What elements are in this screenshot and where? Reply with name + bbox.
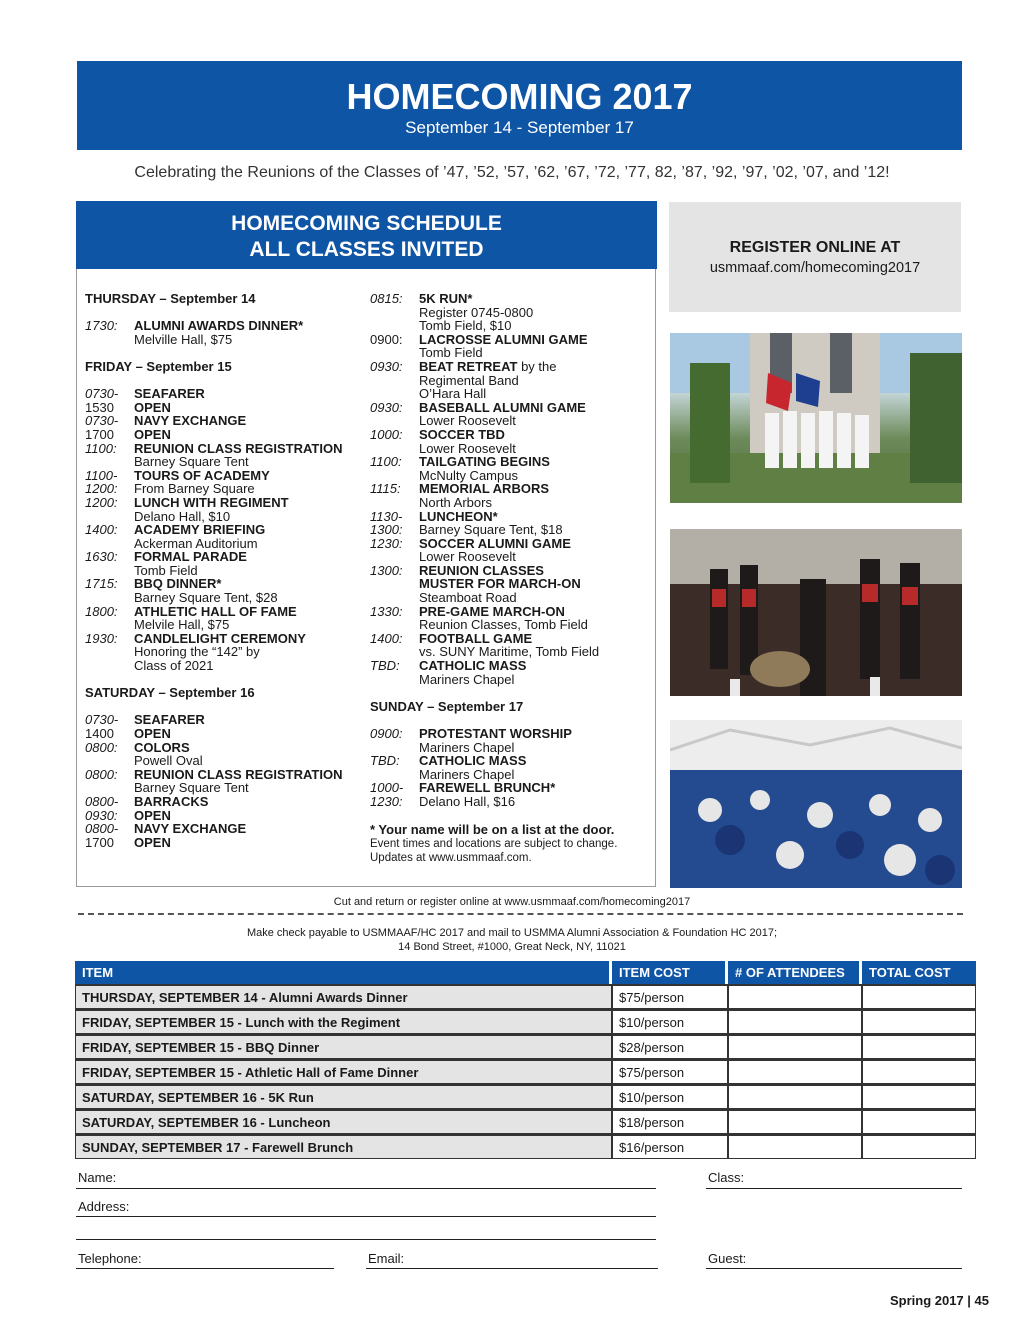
- event-name: [134, 605, 370, 619]
- event-name: [134, 523, 370, 537]
- updates-note: Updates at www.usmmaaf.com.: [370, 852, 532, 865]
- event-name-text: BASEBALL ALUMNI GAME: [419, 399, 586, 415]
- total-cost-input[interactable]: [862, 1009, 976, 1034]
- event-detail: Barney Square Tent, $28: [134, 590, 278, 606]
- event-name-text: REUNION CLASSES: [419, 562, 544, 578]
- event-name-text: NAVY EXCHANGE: [134, 821, 247, 837]
- schedule-event: [85, 523, 370, 550]
- event-name: [134, 414, 370, 428]
- event-time: 0900:: [370, 726, 403, 741]
- event-name: [419, 564, 655, 578]
- event-name: [419, 333, 655, 347]
- event-name: [134, 442, 370, 456]
- event-time: 1130-: [370, 508, 403, 524]
- event-detail: Barney Square Tent: [134, 780, 249, 796]
- schedule-event: [85, 482, 370, 496]
- event-detail: Powell Oval: [134, 753, 203, 769]
- schedule-event: [85, 496, 370, 523]
- change-note: Event times and locations are subject to change.: [370, 838, 618, 851]
- event-name: [134, 822, 370, 836]
- page-title: HOMECOMING 2017: [346, 76, 693, 117]
- event-time: 0730-: [85, 712, 119, 728]
- event-name: [134, 713, 370, 727]
- schedule-column-left: [85, 292, 370, 849]
- event-detail: Melville Hall, $75: [134, 331, 233, 347]
- telephone-label: Telephone:: [78, 1251, 142, 1266]
- reunion-classes-line: Celebrating the Reunions of the Classes of ’47, ’52, ’57, ’62, ’67, ’72, ’77, 82, ’87, ’92, ’97, ’02, ’07, and ’12!: [134, 164, 890, 181]
- event-name-text: MUSTER FOR MARCH-ON: [419, 576, 581, 592]
- event-detail: Delano Hall, $10: [134, 508, 231, 524]
- name-field[interactable]: [76, 1188, 656, 1189]
- event-time: 1100:: [370, 454, 402, 470]
- event-detail: Tomb Field, $10: [419, 318, 512, 334]
- schedule-event: [370, 401, 655, 428]
- event-name-text: REUNION CLASS REGISTRATION: [134, 440, 343, 456]
- event-time: 0800:: [85, 739, 118, 755]
- event-name-extra: by the: [517, 358, 557, 374]
- order-item-cost: $18/person: [612, 1109, 728, 1134]
- cut-and-return-text: Cut and return or register online at www.usmmaaf.com/homecoming2017: [333, 896, 691, 908]
- event-name-text: CATHOLIC MASS: [419, 753, 527, 769]
- event-detail: From Barney Square: [134, 481, 255, 497]
- total-cost-input[interactable]: [862, 984, 976, 1009]
- total-cost-input[interactable]: [862, 1084, 976, 1109]
- event-time: 1400:: [370, 630, 403, 646]
- sunday-events: [370, 727, 655, 809]
- header-item-cost: ITEM COST: [612, 961, 728, 984]
- event-time: 1300:: [370, 562, 403, 578]
- event-detail: Mariners Chapel: [419, 671, 515, 687]
- event-time: 0900:: [370, 331, 403, 347]
- event-time: 1200:: [85, 481, 118, 497]
- event-time: 1100:: [85, 440, 117, 456]
- schedule-event: [370, 659, 655, 686]
- friday-events: [85, 387, 370, 672]
- event-detail: Lower Roosevelt: [419, 413, 516, 429]
- table-row: [75, 1109, 976, 1134]
- event-name-text: FAREWELL BRUNCH*: [419, 780, 556, 796]
- event-name-text: REUNION CLASS REGISTRATION: [134, 766, 343, 782]
- event-name: [419, 428, 655, 442]
- order-item: SUNDAY, SEPTEMBER 17 - Farewell Brunch: [75, 1134, 612, 1159]
- event-name: [419, 727, 655, 741]
- event-time: 1400:: [85, 522, 118, 538]
- order-item: FRIDAY, SEPTEMBER 15 - Lunch with the Regiment: [75, 1009, 612, 1034]
- attendees-input[interactable]: [728, 1084, 862, 1109]
- address-field-line-2[interactable]: [76, 1239, 656, 1240]
- header-attendees: # OF ATTENDEES: [728, 961, 862, 984]
- event-name-text: BEAT RETREAT: [419, 358, 518, 374]
- day-heading-sunday: SUNDAY – September 17: [370, 698, 524, 714]
- event-name-text: TOURS OF ACADEMY: [134, 467, 270, 483]
- mailing-address-text: 14 Bond Street, #1000, Great Neck, NY, 11021: [398, 941, 626, 953]
- event-name-text: OPEN: [134, 807, 171, 823]
- event-time: 1630:: [85, 549, 118, 565]
- event-detail: Honoring the “142” by: [134, 644, 260, 660]
- event-detail: Melvile Hall, $75: [134, 617, 230, 633]
- schedule-event: [370, 523, 655, 537]
- event-time: 0930:: [370, 358, 403, 374]
- header-item: ITEM: [75, 961, 612, 984]
- schedule-event: [85, 836, 370, 850]
- email-field[interactable]: [366, 1268, 658, 1269]
- event-time: 1200:: [85, 494, 118, 510]
- schedule-event: [370, 428, 655, 455]
- schedule-column-right: [370, 292, 655, 865]
- order-table: [75, 961, 976, 1159]
- page-footer: Spring 2017 | 45: [889, 1293, 989, 1308]
- register-heading: REGISTER ONLINE AT: [729, 239, 901, 256]
- schedule-event: [370, 455, 655, 482]
- attendees-input[interactable]: [728, 1059, 862, 1084]
- event-name: [134, 319, 370, 333]
- event-time: 1330:: [370, 603, 403, 619]
- saturday-events-right: [370, 292, 655, 686]
- schedule-event: [85, 822, 370, 836]
- schedule-header: [76, 201, 657, 269]
- event-name-text: COLORS: [134, 739, 190, 755]
- schedule-event: [85, 741, 370, 768]
- event-time: TBD:: [370, 658, 400, 674]
- event-detail: Mariners Chapel: [419, 739, 515, 755]
- event-time: TBD:: [370, 753, 400, 769]
- order-item: FRIDAY, SEPTEMBER 15 - BBQ Dinner: [75, 1034, 612, 1059]
- schedule-event: [85, 577, 370, 604]
- event-time: 1715:: [85, 576, 118, 592]
- schedule-event: [85, 809, 370, 823]
- event-detail: Ackerman Auditorium: [134, 535, 258, 551]
- day-heading-saturday: SATURDAY – September 16: [85, 685, 255, 701]
- event-name: [419, 659, 655, 673]
- event-detail: Mariners Chapel: [419, 766, 515, 782]
- schedule-event: [85, 795, 370, 809]
- saturday-events-left: [85, 713, 370, 849]
- email-label: Email:: [368, 1251, 405, 1266]
- event-dates: September 14 - September 17: [405, 118, 634, 137]
- class-label: Class:: [708, 1170, 745, 1185]
- event-time: 1000-: [370, 780, 404, 796]
- order-item: FRIDAY, SEPTEMBER 15 - Athletic Hall of Fame Dinner: [75, 1059, 612, 1084]
- event-name: [419, 605, 655, 619]
- total-cost-input[interactable]: [862, 1034, 976, 1059]
- event-detail: Barney Square Tent, $18: [419, 522, 563, 538]
- event-name-text: PRE-GAME MARCH-ON: [419, 603, 565, 619]
- event-name: [134, 809, 370, 823]
- event-name: [134, 836, 370, 850]
- schedule-event: [370, 781, 655, 795]
- schedule-event: [85, 768, 370, 795]
- event-time: 0730-: [85, 386, 119, 402]
- event-name: [419, 360, 655, 374]
- schedule-event: [85, 442, 370, 469]
- event-name-text: BARRACKS: [134, 793, 209, 809]
- event-name: [134, 428, 370, 442]
- event-time: 1230:: [370, 793, 403, 809]
- event-name: [134, 496, 370, 510]
- schedule-event: [370, 510, 655, 524]
- event-time: 0800-: [85, 821, 119, 837]
- event-time: 1930:: [85, 630, 118, 646]
- event-name: [419, 482, 655, 496]
- telephone-field[interactable]: [76, 1268, 334, 1269]
- event-time: 1700: [85, 426, 114, 442]
- event-detail: Lower Roosevelt: [419, 549, 516, 565]
- event-name-text: LACROSSE ALUMNI GAME: [419, 331, 588, 347]
- event-name-text: OPEN: [134, 834, 171, 850]
- schedule-event: [85, 727, 370, 741]
- header-total-cost: TOTAL COST: [862, 961, 976, 984]
- order-item-cost: $16/person: [612, 1134, 728, 1159]
- table-row: [75, 984, 976, 1009]
- event-detail: Reunion Classes, Tomb Field: [419, 617, 588, 633]
- table-row: [75, 1134, 976, 1159]
- check-payable-text: Make check payable to USMMAAF/HC 2017 and mail to USMMA Alumni Association & Foundation HC 2017;: [246, 927, 778, 939]
- event-time: 1700: [85, 834, 114, 850]
- event-time: 1100-: [85, 467, 118, 483]
- total-cost-input[interactable]: [862, 1134, 976, 1159]
- event-name: [419, 510, 655, 524]
- event-detail: Regimental Band: [419, 372, 519, 388]
- schedule-event: [85, 401, 370, 415]
- schedule-event: [370, 360, 655, 401]
- event-time: 1400: [85, 726, 114, 741]
- event-name: [419, 455, 655, 469]
- order-item-cost: $28/person: [612, 1034, 728, 1059]
- photo-color-guard: [670, 333, 962, 503]
- event-name: [134, 632, 370, 646]
- attendees-input[interactable]: [728, 1134, 862, 1159]
- event-name-text: ALUMNI AWARDS DINNER*: [134, 318, 304, 334]
- event-name: [134, 401, 370, 415]
- schedule-event: [370, 754, 655, 781]
- schedule-event: [370, 292, 655, 333]
- event-time: 1730:: [85, 318, 118, 334]
- thursday-events: [85, 319, 370, 346]
- schedule-event: [370, 795, 655, 809]
- event-detail: O’Hara Hall: [419, 386, 487, 402]
- order-item-cost: $10/person: [612, 1084, 728, 1109]
- schedule-event: [370, 537, 655, 564]
- event-name-text: OPEN: [134, 399, 171, 415]
- event-name-text: SEAFARER: [134, 712, 205, 728]
- attendees-input[interactable]: [728, 1034, 862, 1059]
- address-field[interactable]: [76, 1216, 656, 1217]
- event-time: 0730-: [85, 413, 119, 429]
- event-name: [419, 754, 655, 768]
- table-row: [75, 1034, 976, 1059]
- attendees-input[interactable]: [728, 1009, 862, 1034]
- event-time: 1000:: [370, 426, 403, 442]
- order-item-cost: $75/person: [612, 1059, 728, 1084]
- guest-field[interactable]: [706, 1268, 962, 1269]
- guest-label: Guest:: [708, 1251, 747, 1266]
- schedule-event: [85, 605, 370, 632]
- event-name-text: SEAFARER: [134, 386, 205, 402]
- schedule-event: [370, 333, 655, 360]
- event-name: [419, 537, 655, 551]
- event-name-text: ATHLETIC HALL OF FAME: [134, 603, 297, 619]
- event-name-text: CATHOLIC MASS: [419, 658, 527, 674]
- event-name-text: 5K RUN*: [419, 291, 473, 306]
- list-note: * Your name will be on a list at the door.: [370, 822, 615, 838]
- event-name-text: LUNCHEON*: [419, 508, 498, 524]
- event-name-text: ACADEMY BRIEFING: [134, 522, 266, 538]
- schedule-title: HOMECOMING SCHEDULE: [231, 212, 502, 235]
- event-name-text: SOCCER ALUMNI GAME: [419, 535, 571, 551]
- schedule-event: [85, 387, 370, 401]
- event-name: [134, 387, 370, 401]
- table-row: [75, 1084, 976, 1109]
- table-row: [75, 1059, 976, 1084]
- event-name: [134, 550, 370, 564]
- table-row: [75, 1009, 976, 1034]
- event-time: 0930:: [370, 399, 403, 415]
- event-name: [134, 727, 370, 741]
- order-item-cost: $75/person: [612, 984, 728, 1009]
- event-name-text: MEMORIAL ARBORS: [419, 481, 549, 497]
- header-banner: [77, 61, 962, 150]
- order-item: SATURDAY, SEPTEMBER 16 - Luncheon: [75, 1109, 612, 1134]
- event-time: 0930:: [85, 807, 118, 823]
- schedule-event: [85, 550, 370, 577]
- event-time: 0800:: [85, 766, 118, 782]
- event-time: 1300:: [370, 522, 403, 538]
- schedule-event: [85, 713, 370, 727]
- event-detail: Barney Square Tent: [134, 454, 249, 470]
- register-online-box: [669, 202, 961, 312]
- event-name-text: NAVY EXCHANGE: [134, 413, 247, 429]
- register-url[interactable]: usmmaaf.com/homecoming2017: [709, 260, 921, 276]
- event-time: 1530: [85, 399, 114, 415]
- event-name: [419, 292, 655, 306]
- event-name-text: BBQ DINNER*: [134, 576, 222, 592]
- event-name: [134, 741, 370, 755]
- order-table-header: [75, 961, 976, 984]
- schedule-event: [85, 414, 370, 428]
- event-detail: Tomb Field: [419, 345, 483, 361]
- attendees-input[interactable]: [728, 1109, 862, 1134]
- event-name: [134, 768, 370, 782]
- total-cost-input[interactable]: [862, 1059, 976, 1084]
- total-cost-input[interactable]: [862, 1109, 976, 1134]
- event-detail: Class of 2021: [134, 658, 214, 674]
- day-heading-friday: FRIDAY – September 15: [85, 358, 232, 374]
- event-detail: Register 0745-0800: [419, 304, 534, 320]
- event-name: [419, 577, 655, 591]
- schedule-event: [370, 632, 655, 659]
- cut-line-divider: [78, 913, 963, 915]
- schedule-event: [370, 727, 655, 754]
- event-name: [419, 632, 655, 646]
- photo-reunion-luncheon: [670, 720, 962, 888]
- schedule-event: [85, 319, 370, 346]
- event-time: 1230:: [370, 535, 403, 551]
- event-detail: Delano Hall, $16: [419, 793, 516, 809]
- order-item: SATURDAY, SEPTEMBER 16 - 5K Run: [75, 1084, 612, 1109]
- event-time: 1800:: [85, 603, 118, 619]
- name-label: Name:: [78, 1170, 117, 1185]
- event-detail: vs. SUNY Maritime, Tomb Field: [419, 644, 600, 660]
- event-name-text: CANDLELIGHT CEREMONY: [134, 630, 306, 646]
- event-name-text: FOOTBALL GAME: [419, 630, 533, 646]
- event-detail: Steamboat Road: [419, 590, 517, 606]
- event-detail: Tomb Field: [134, 562, 198, 578]
- event-detail: McNulty Campus: [419, 467, 518, 483]
- day-heading-thursday: THURSDAY – September 14: [85, 291, 256, 306]
- event-name: [134, 577, 370, 591]
- event-detail: Lower Roosevelt: [419, 440, 516, 456]
- event-name: [419, 781, 655, 795]
- schedule-event: [370, 605, 655, 632]
- event-name-text: OPEN: [134, 726, 171, 741]
- address-label: Address:: [78, 1199, 130, 1214]
- order-item-cost: $10/person: [612, 1009, 728, 1034]
- event-name-text: TAILGATING BEGINS: [419, 454, 550, 470]
- schedule-event: [85, 632, 370, 673]
- event-detail: North Arbors: [419, 494, 492, 510]
- event-name-text: LUNCH WITH REGIMENT: [134, 494, 289, 510]
- event-name-text: SOCCER TBD: [419, 426, 505, 442]
- attendees-input[interactable]: [728, 984, 862, 1009]
- event-name-text: FORMAL PARADE: [134, 549, 247, 565]
- order-item: THURSDAY, SEPTEMBER 14 - Alumni Awards Dinner: [75, 984, 612, 1009]
- photo-regimental-band: [670, 529, 962, 696]
- schedule-event: [370, 577, 655, 604]
- schedule-event: [370, 482, 655, 509]
- event-time: 0800-: [85, 793, 119, 809]
- schedule-event: [85, 469, 370, 483]
- event-time: 1115:: [370, 481, 401, 497]
- event-time: 0815:: [370, 291, 403, 306]
- schedule-subtitle: ALL CLASSES INVITED: [249, 238, 484, 261]
- event-name-text: OPEN: [134, 426, 171, 442]
- schedule-event: [370, 564, 655, 578]
- event-name-text: PROTESTANT WORSHIP: [419, 726, 572, 741]
- event-name: [134, 795, 370, 809]
- event-name: [419, 401, 655, 415]
- schedule-event: [85, 428, 370, 442]
- event-name: [134, 469, 370, 483]
- class-field[interactable]: [706, 1188, 962, 1189]
